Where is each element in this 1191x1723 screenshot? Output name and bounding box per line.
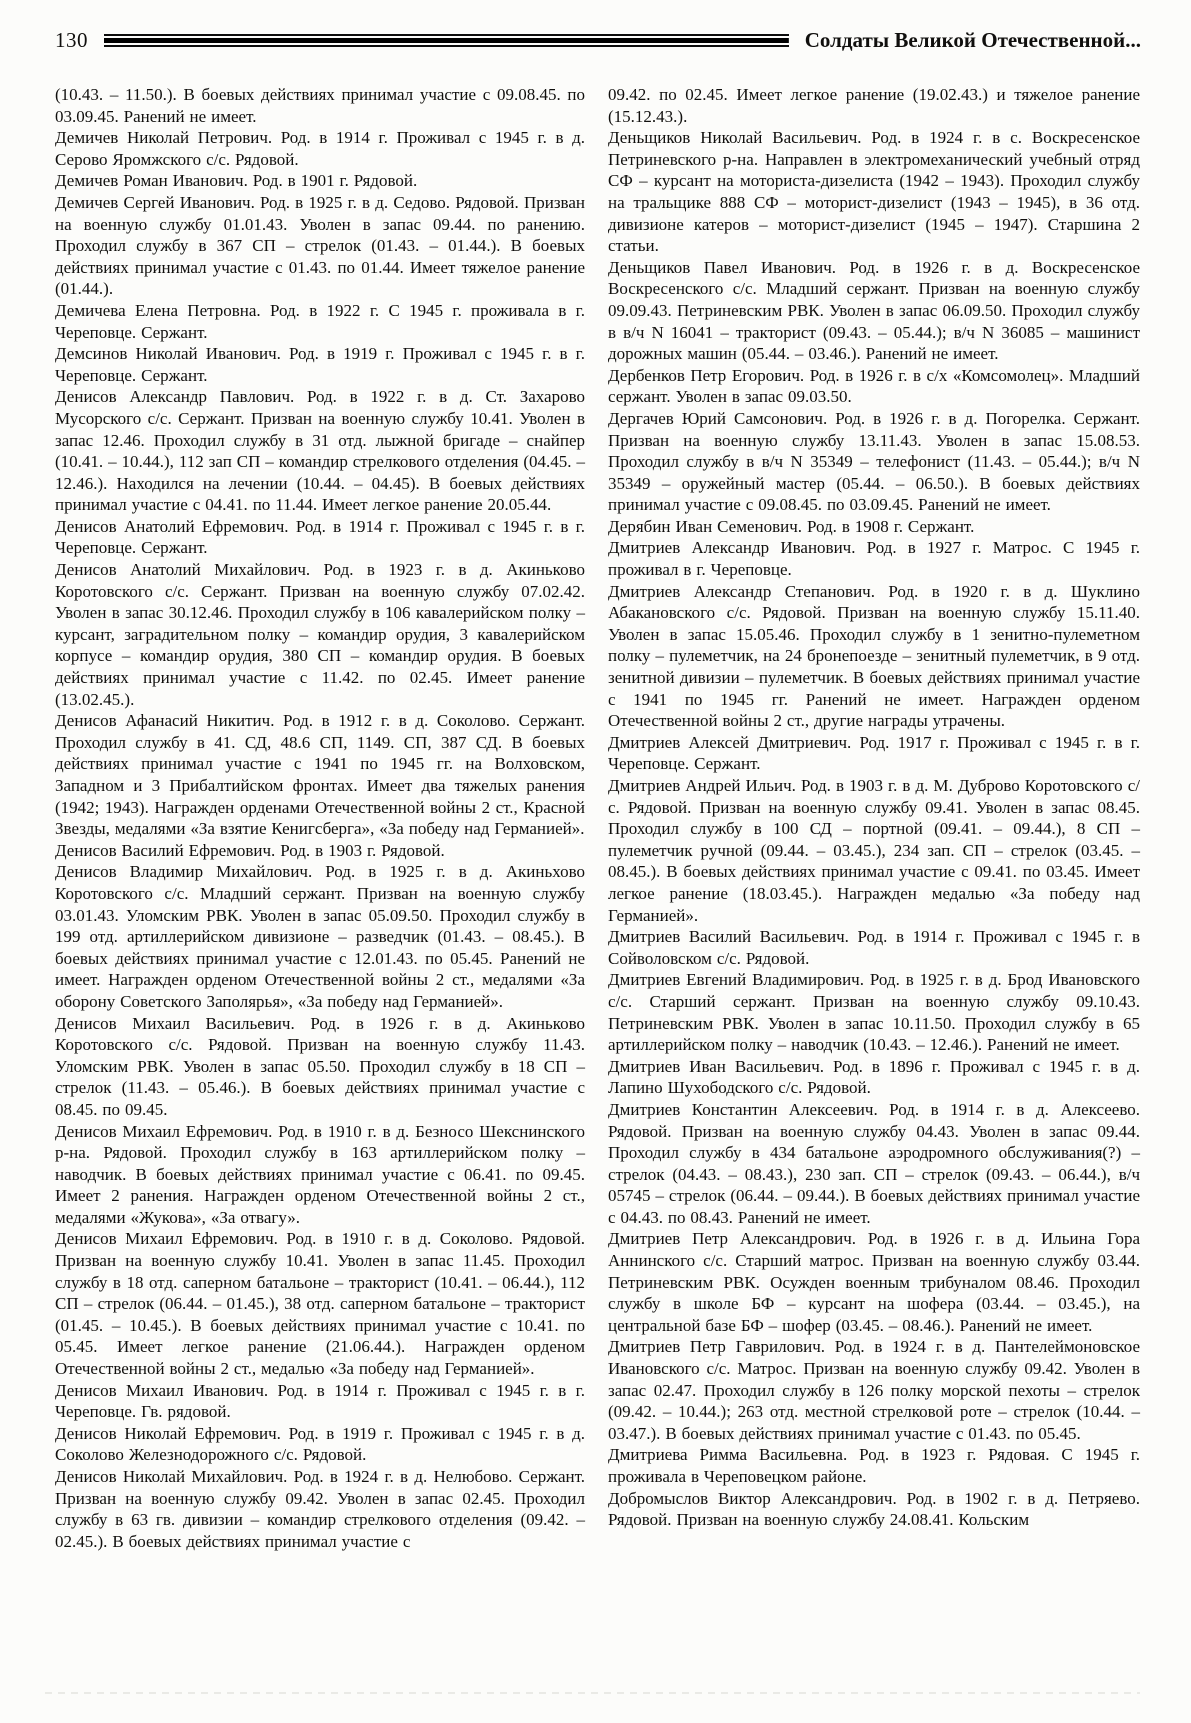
entry: Денисов Николай Михайлович. Род. в 1924 г. в д. Нелюбово. Сержант. Призван на военную службу 09.42. Уволен в запас 02.45. Проходил службу в 63 гв. дивизии – командир стрелкового отделения (09.42. – 02.45.). В боевых действиях принимал участие с [55,1467,585,1551]
entry: Дмитриев Константин Алексеевич. Род. в 1914 г. в д. Алексеево. Рядовой. Призван на военную службу 04.43. Уволен в запас 09.44. Проходил службу в 434 батальоне аэродромного обслуживания(?) – стрелок (04.43. – 08.43.), 230 зап. СП – стрелок (09.43. – 06.44.), в/ч 05745 – стрелок (06.44. – 09.44.). В боевых действиях принимал участие с 04.43. по 08.43. Ранений не имеет. [608,1099,1140,1227]
entry: Дмитриев Петр Гаврилович. Род. в 1924 г. в д. Пантелеймоновское Ивановского с/с. Матрос. Призван на военную службу 09.42. Уволен в запас 02.47. Проходил службу в 126 полку морской пехоты – стрелок (09.42. – 10.44.); 263 отд. местной стрелковой роте – стрелок (10.44. – 03.47.). В боевых действиях принимал участие с 01.43. по 05.45. [608,1337,1140,1443]
entry: Дмитриев Иван Васильевич. Род. в 1896 г. Проживал с 1945 г. в д. Лапино Шухободского с/с. Рядовой. [608,1056,1140,1098]
entry: Демичева Елена Петровна. Род. в 1922 г. С 1945 г. проживала в г. Череповце. Сержант. [55,300,585,342]
page-header [55,30,1141,51]
entry: Добромыслов Виктор Александрович. Род. в 1902 г. в д. Петряево. Рядовой. Призван на военную службу 24.08.41. Кольским [608,1488,1140,1530]
entry: Деньщиков Павел Иванович. Род. в 1926 г. в д. Воскресенское Воскресенского с/с. Младший сержант. Призван на военную службу 09.09.43. Петриневским РВК. Уволен в запас 06.09.50. Проходил службу в в/ч N 16041 – тракторист (09.43. – 05.44.); в/ч N 36085 – машинист дорожных машин (05.44. – 03.46.). Ранений не имеет. [608,257,1140,364]
entry: Денисов Михаил Ефремович. Род. в 1910 г. в д. Безносо Шекснинского р-на. Рядовой. Проходил службу в 163 артиллерийском полку – наводчик. В боевых действиях принимал участие с 06.41. по 09.45. Имеет 2 ранения. Награжден орденом Отечественной войны 2 ст., медалями «Жукова», «За отвагу». [55,1121,585,1227]
page-number: 130 [55,28,88,52]
entry: Дергачев Юрий Самсонович. Род. в 1926 г. в д. Погорелка. Сержант. Призван на военную службу 13.11.43. Уволен в запас 15.08.53. Проходил службу в в/ч N 35349 – телефонист (11.43. – 05.44.); в/ч N 35349 – оружейный мастер (05.44. – 06.50.). В боевых действиях принимал участие с 09.08.45. по 03.09.45. Ранений не имеет. [608,408,1140,515]
entry: Демичев Николай Петрович. Род. в 1914 г. Проживал с 1945 г. в д. Серово Яромжского с/с. Рядовой. [55,128,585,169]
entry: (10.43. – 11.50.). В боевых действиях принимал участие с 09.08.45. по 03.09.45. Ранений не имеет. [55,85,585,126]
entry: Денисов Михаил Иванович. Род. в 1914 г. Проживал с 1945 г. в г. Череповце. Гв. рядовой. [55,1380,585,1422]
entry: Дмитриев Александр Иванович. Род. в 1927 г. Матрос. С 1945 г. проживал в г. Череповце. [608,538,1140,580]
entry: Дмитриев Алексей Дмитриевич. Род. 1917 г. Проживал с 1945 г. в г. Череповце. Сержант. [608,732,1140,774]
entry: Денисов Анатолий Михайлович. Род. в 1923 г. в д. Акиньково Коротовского с/с. Сержант. Призван на военную службу 07.02.42. Уволен в запас 30.12.46. Проходил службу в 106 кавалерийском полку – курсант, заградительном полку – командир орудия, 3 кавалерийском корпусе – командир орудия, 380 СП – командир орудия. В боевых действиях принимал участие с 11.42. по 02.45. Имеет ранение (13.02.45.). [55,560,585,709]
entry: Демичев Роман Иванович. Род. в 1901 г. Рядовой. [55,171,418,191]
entry: Дмитриев Александр Степанович. Род. в 1920 г. в д. Шуклино Абакановского с/с. Рядовой. Призван на военную службу 15.11.40. Уволен в запас 15.05.46. Проходил службу в 1 зенитно-пулеметном полку – пулеметчик, на 24 бронепоезде – зенитный пулеметчик, в 9 отд. зенитной дивизии – пулеметчик. В боевых действиях принимал участие с 1941 по 1945 гг. Ранений не имеет. Награжден орденом Отечественной войны 2 ст., другие награды утрачены. [608,581,1140,731]
entry: Дербенков Петр Егорович. Род. в 1926 г. в с/х «Комсомолец». Младший сержант. Уволен в запас 09.03.50. [608,365,1140,407]
entry: Дмитриев Василий Васильевич. Род. в 1914 г. Проживал с 1945 г. в Сойволовском с/с. Рядовой. [608,927,1140,968]
entry: Дмитриев Евгений Владимирович. Род. в 1925 г. в д. Брод Ивановского с/с. Старший сержант. Призван на военную службу 09.10.43. Петриневским РВК. Уволен в запас 10.11.50. Проходил службу в 65 артиллерийском полку – наводчик (10.43. – 12.46.). Ранений не имеет. [608,970,1140,1055]
entry: 09.42. по 02.45. Имеет легкое ранение (19.02.43.) и тяжелое ранение (15.12.43.). [608,85,1140,126]
left-column [55,84,585,1552]
entry: Демсинов Николай Иванович. Род. в 1919 г. Проживал с 1945 г. в г. Череповце. Сержант. [55,344,585,385]
entry: Дмитриев Петр Александрович. Род. в 1926 г. в д. Ильина Гора Аннинского с/с. Старший матрос. Призван на военную службу 03.44. Петриневским РВК. Осужден военным трибуналом 08.46. Проходил службу в школе БФ – курсант на шофера (03.44. – 03.45.), на центральной базе БФ – шофер (03.45. – 08.46.). Ранений не имеет. [608,1229,1140,1335]
entry: Денисов Владимир Михайлович. Род. в 1925 г. в д. Акиньхово Коротовского с/с. Младший сержант. Призван на военную службу 03.01.43. Уломским РВК. Уволен в запас 05.09.50. Проходил службу в 199 отд. артиллерийском дивизионе – разведчик (01.43. – 08.45.). В боевых действиях принимал участие с 12.01.43. по 05.45. Ранений не имеет. Награжден орденом Отечественной войны 2 ст., медалями «За оборону Советского Заполярья», «За победу над Германией». [55,862,585,1011]
scan-artifact-line [45,1692,1140,1694]
running-title: Солдаты Великой Отечественной... [804,28,1141,52]
right-column [608,84,1140,1552]
entry: Денисов Александр Павлович. Род. в 1922 г. в д. Ст. Захарово Мусорского с/с. Сержант. Призван на военную службу 10.41. Уволен в запас 12.46. Проходил службу в 31 отд. лыжной бригаде – снайпер (10.41. – 10.44.), 112 зап СП – командир стрелкового отделения (04.45. – 12.46.). Находился на лечении (10.44. – 04.45). В боевых действиях принимал участие с 04.41. по 11.44. Имеет легкое ранение 20.05.44. [55,387,585,515]
entry: Дмитриева Римма Васильевна. Род. в 1923 г. Рядовая. С 1945 г. проживала в Череповецком районе. [608,1445,1140,1486]
entry: Денисов Николай Ефремович. Род. в 1919 г. Проживал с 1945 г. в д. Соколово Железнодорожного с/с. Рядовой. [55,1423,585,1465]
entry: Денисов Михаил Васильевич. Род. в 1926 г. в д. Акиньково Коротовского с/с. Рядовой. Призван на военную службу 11.43. Уломским РВК. Уволен в запас 05.50. Проходил службу в 18 СП – стрелок (11.43. – 05.46.). В боевых действиях принимал участие с 08.45. по 09.45. [55,1013,585,1119]
entry: Дерябин Иван Семенович. Род. в 1908 г. Сержант. [608,516,975,536]
entry: Денисов Михаил Ефремович. Род. в 1910 г. в д. Соколово. Рядовой. Призван на военную службу 10.41. Уволен в запас 11.45. Проходил службу в 18 отд. саперном батальоне – тракторист (10.41. – 06.44.), 112 СП – стрелок (06.44. – 01.45.), 38 отд. саперном батальоне – тракторист (01.45. – 10.45.). В боевых действиях принимал участие с 10.41. по 05.45. Имеет легкое ранение (21.06.44.). Награжден орденом Отечественной войны 2 ст., медалью «За победу над Германией». [55,1229,585,1379]
text-columns [55,84,1140,1552]
entry: Денисов Василий Ефремович. Род. в 1903 г. Рядовой. [55,840,445,860]
entry: Демичев Сергей Иванович. Род. в 1925 г. в д. Седово. Рядовой. Призван на военную службу 01.01.43. Уволен в запас 09.44. по ранению. Проходил службу в 367 СП – стрелок (01.43. – 01.44.). В боевых действиях принимал участие с 01.43. по 01.44. Имеет тяжелое ранение (01.44.). [55,192,585,299]
entry: Дмитриев Андрей Ильич. Род. в 1903 г. в д. М. Дуброво Коротовского с/с. Рядовой. Призван на военную службу 09.41. Уволен в запас 08.45. Проходил службу в 100 СД – портной (09.41. – 09.44.), 8 СП – пулеметчик ручной (09.44. – 03.45.), 234 зап. СП – стрелок (03.45. – 08.45.). В боевых действиях принимал участие с 09.41. по 03.45. Имеет легкое ранение (18.03.45.). Награжден медалью «За победу над Германией». [608,776,1140,925]
entry: Денисов Анатолий Ефремович. Род. в 1914 г. Проживал с 1945 г. в г. Череповце. Сержант. [55,516,585,558]
entry: Денисов Афанасий Никитич. Род. в 1912 г. в д. Соколово. Сержант. Проходил службу в 41. СД, 48.6 СП, 1149. СП, 387 СД. В боевых действиях принимал участие с 1941 по 1945 гг. на Волховском, Западном и 3 Прибалтийском фронтах. Имеет два тяжелых ранения (1942; 1943). Награжден орденами Отечественной войны 2 ст., Красной Звезды, медалями «За взятие Кенигсберга», «За победу над Германией». [55,711,585,839]
entry: Деньщиков Николай Васильевич. Род. в 1924 г. в с. Воскресенское Петриневского р-на. Направлен в электромеханический учебный отряд СФ – курсант на моториста-дизелиста (1942 – 1943). Проходил службу на тральщике 888 СФ – моторист-дизелист (1943 – 1945), в 36 отд. дивизионе катеров – моторист-дизелист (1945 – 1947). Старшина 2 статьи. [608,128,1140,256]
header-rule [104,34,789,47]
